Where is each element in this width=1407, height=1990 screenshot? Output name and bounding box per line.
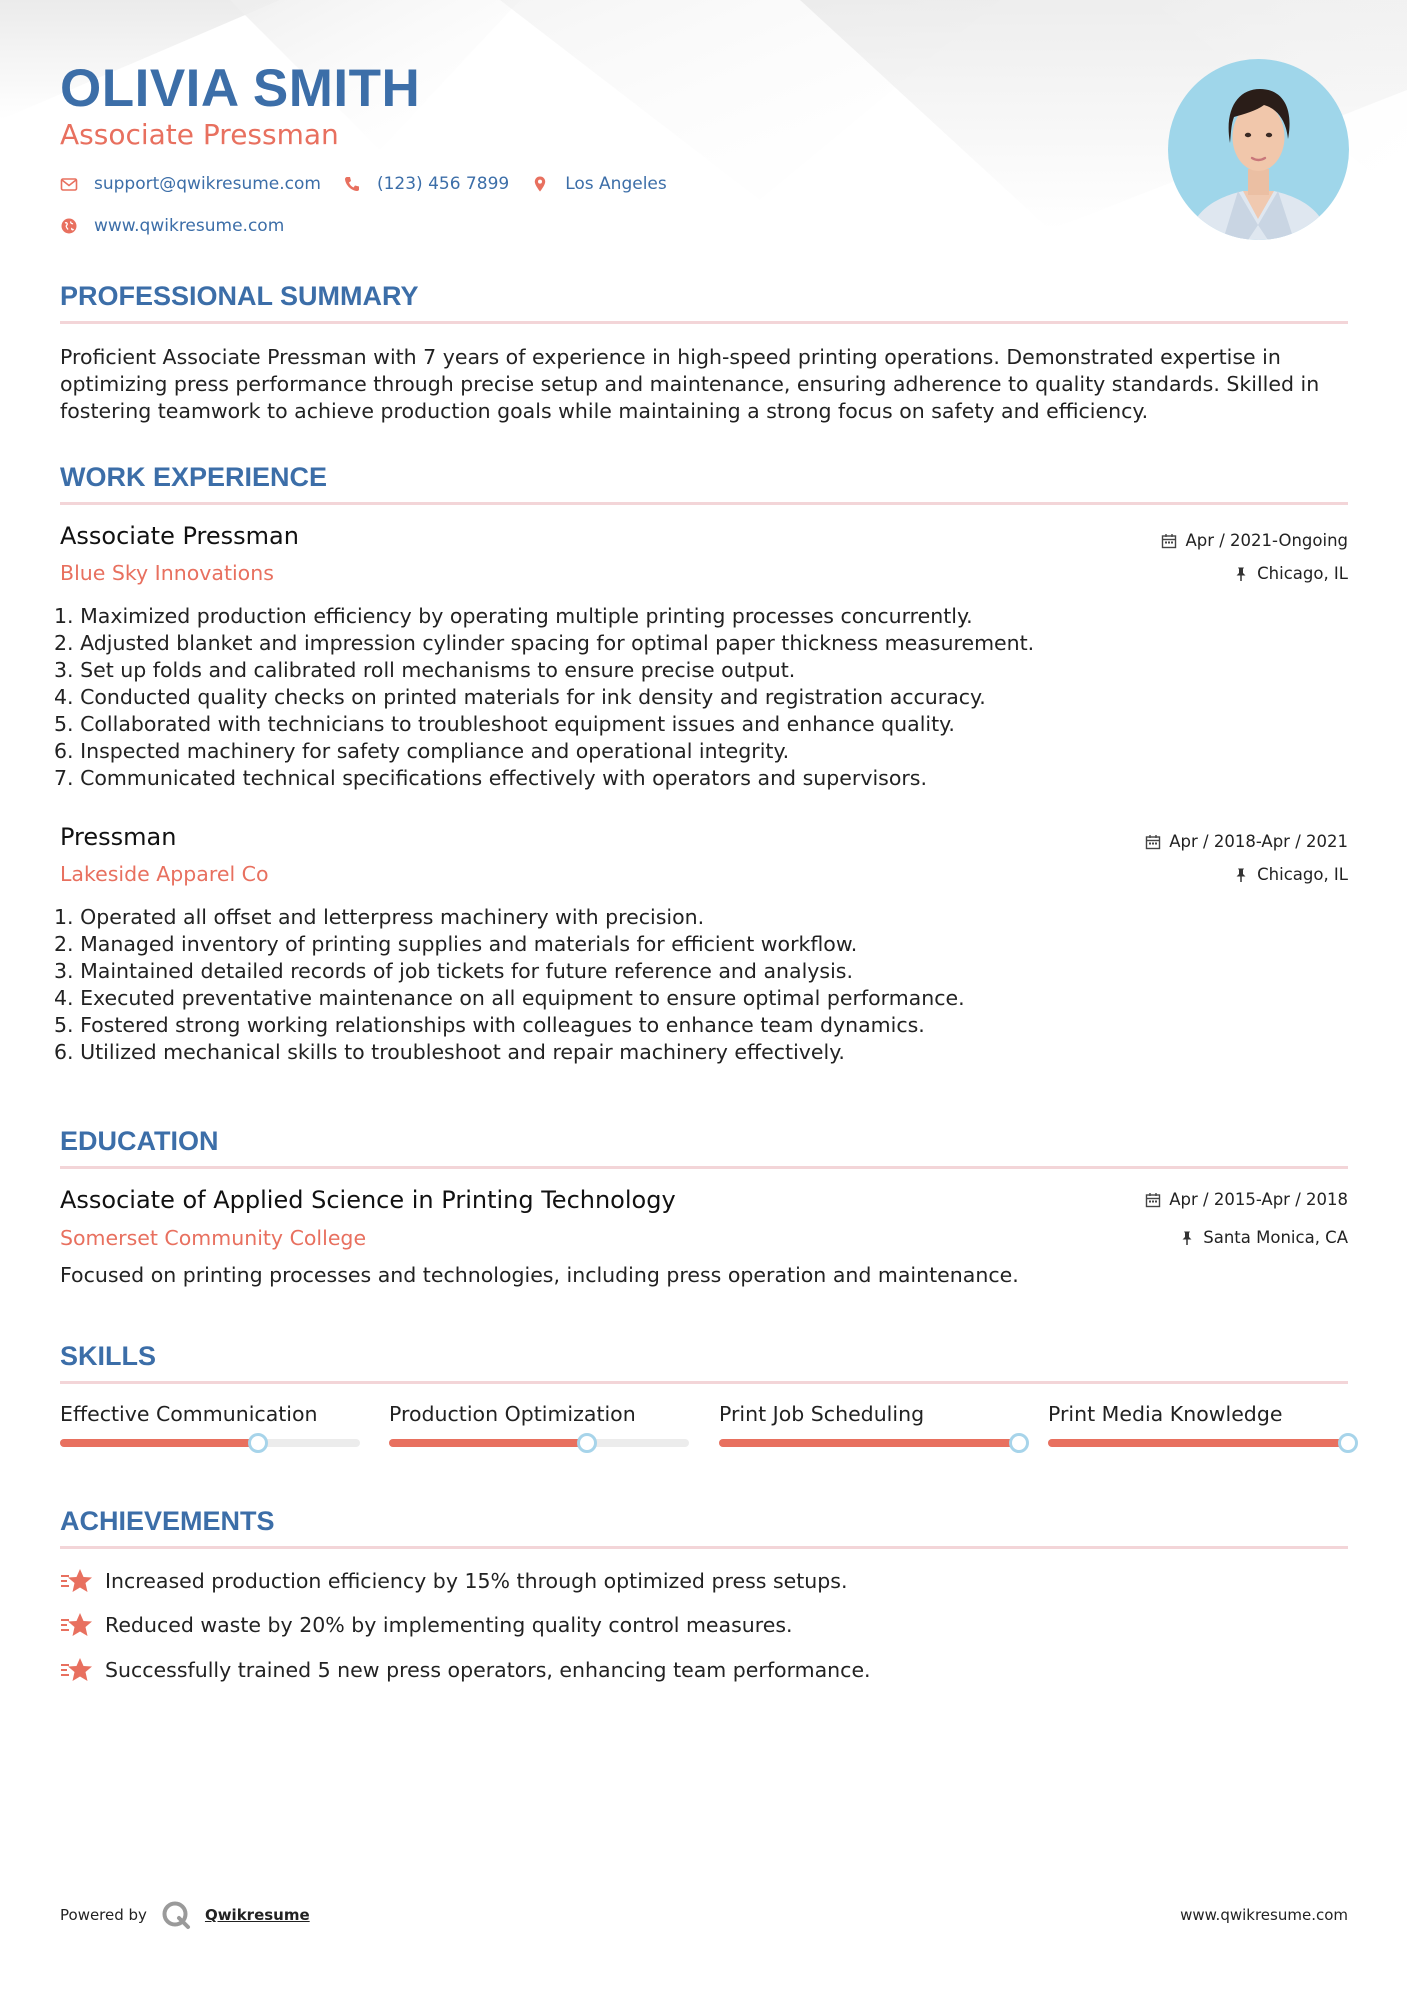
job-location-text: Chicago, IL (1257, 865, 1348, 884)
skill-bar-fill (389, 1439, 587, 1447)
phone-text: (123) 456 7899 (376, 174, 510, 194)
education-dates-text: Apr / 2015-Apr / 2018 (1169, 1190, 1348, 1209)
job-title: Associate Pressman (60, 522, 299, 550)
candidate-role: Associate Pressman (60, 118, 339, 151)
achievement-text: Successfully trained 5 new press operators, enhancing team performance. (105, 1658, 871, 1682)
section-title-education: EDUCATION (60, 1126, 219, 1156)
skill-bar-fill (719, 1439, 1019, 1447)
powered-by-label: Powered by (60, 1906, 147, 1924)
achievement-item (60, 1612, 793, 1638)
achievement-text: Reduced waste by 20% by implementing quality control measures. (105, 1613, 793, 1637)
calendar-icon (1145, 834, 1161, 850)
calendar-icon (1161, 533, 1177, 549)
job-company: Lakeside Apparel Co (60, 862, 269, 886)
calendar-icon (1145, 1192, 1161, 1208)
globe-icon (60, 217, 78, 235)
star-icon (60, 1568, 94, 1594)
list-item: 5. Fostered strong working relationships with colleagues to enhance team dynamics. (54, 1013, 925, 1037)
skill-bar (1048, 1439, 1348, 1447)
job-bullets (54, 603, 1254, 792)
job-location (1233, 564, 1348, 583)
location-text: Los Angeles (565, 174, 667, 194)
qwikresume-link[interactable]: Qwikresume (204, 1906, 310, 1924)
skill-item (60, 1402, 360, 1426)
list-item: 2. Managed inventory of printing supplies and materials for efficient workflow. (54, 932, 858, 956)
star-icon (60, 1612, 94, 1638)
skill-bar (719, 1439, 1019, 1447)
achievement-item (60, 1657, 871, 1683)
contact-row (60, 174, 689, 194)
skill-level-knob (248, 1433, 268, 1453)
achievement-item (60, 1568, 847, 1594)
list-item: 4. Executed preventative maintenance on all equipment to ensure optimal performance. (54, 986, 965, 1010)
pin-icon (1233, 867, 1249, 883)
skill-name: Effective Communication (60, 1402, 318, 1426)
skill-level-knob (577, 1433, 597, 1453)
education-location-text: Santa Monica, CA (1203, 1228, 1348, 1247)
list-item: 4. Conducted quality checks on printed materials for ink density and registration accuracy. (54, 685, 986, 709)
achievement-text: Increased production efficiency by 15% through optimized press setups. (105, 1569, 848, 1593)
section-divider (60, 321, 1348, 324)
section-title-achievements: ACHIEVEMENTS (60, 1506, 275, 1536)
contact-phone[interactable] (343, 174, 509, 194)
contact-row-website (60, 216, 306, 236)
section-divider (60, 1546, 1348, 1549)
skill-level-knob (1009, 1433, 1029, 1453)
skill-bar (389, 1439, 689, 1447)
list-item: 7. Communicated technical specifications effectively with operators and supervisors. (54, 766, 927, 790)
section-divider (60, 1381, 1348, 1384)
skill-level-knob (1338, 1433, 1358, 1453)
phone-icon (343, 175, 361, 193)
footer-website[interactable]: www.qwikresume.com (1180, 1906, 1348, 1924)
section-title-summary: PROFESSIONAL SUMMARY (60, 281, 419, 311)
education-location (1179, 1228, 1348, 1247)
skill-name: Print Job Scheduling (719, 1402, 925, 1426)
contact-location (531, 174, 667, 194)
candidate-name: OLIVIA SMITH (60, 59, 421, 118)
list-item: 6. Inspected machinery for safety compliance and operational integrity. (54, 739, 790, 763)
job-location-text: Chicago, IL (1257, 564, 1348, 583)
profile-photo (1168, 59, 1349, 240)
skill-bar (60, 1439, 360, 1447)
envelope-icon (60, 175, 78, 193)
list-item: 5. Collaborated with technicians to troubleshoot equipment issues and enhance quality. (54, 712, 955, 736)
skill-name: Production Optimization (389, 1402, 636, 1426)
section-title-skills: SKILLS (60, 1341, 157, 1371)
contact-email[interactable] (60, 174, 321, 194)
job-dates (1145, 832, 1348, 851)
education-description: Focused on printing processes and technologies, including press operation and maintenance. (60, 1263, 1019, 1287)
job-bullets (54, 904, 1254, 1066)
job-company: Blue Sky Innovations (60, 561, 274, 585)
job-dates-text: Apr / 2021-Ongoing (1185, 531, 1348, 550)
skill-item (719, 1402, 1019, 1426)
section-divider (60, 1166, 1348, 1169)
map-marker-icon (531, 175, 549, 193)
skill-bar-fill (1048, 1439, 1348, 1447)
summary-text: Proficient Associate Pressman with 7 years of experience in high-speed printing operations. Demonstrated expertise in optimizing press performance through precise setup and maintenance, ensuring adherence to quality standards. Skilled in fostering teamwork to achieve production goals while maintaining a strong focus on safety and efficiency. (60, 345, 1320, 423)
contact-website[interactable] (60, 216, 284, 236)
job-location (1233, 865, 1348, 884)
list-item: 2. Adjusted blanket and impression cylinder spacing for optimal paper thickness measurement. (54, 631, 1035, 655)
section-divider (60, 502, 1348, 505)
skill-name: Print Media Knowledge (1048, 1402, 1283, 1426)
star-icon (60, 1657, 94, 1683)
education-school: Somerset Community College (60, 1226, 367, 1250)
list-item: 6. Utilized mechanical skills to troubleshoot and repair machinery effectively. (54, 1040, 845, 1064)
pin-icon (1233, 566, 1249, 582)
footer-powered-by (60, 1900, 310, 1930)
job-dates (1161, 531, 1348, 550)
job-dates-text: Apr / 2018-Apr / 2021 (1169, 832, 1348, 851)
email-text: support@qwikresume.com (94, 174, 321, 194)
job-title: Pressman (60, 823, 177, 851)
section-title-experience: WORK EXPERIENCE (60, 462, 328, 492)
skill-item (389, 1402, 689, 1426)
list-item: 3. Maintained detailed records of job tickets for future reference and analysis. (54, 959, 853, 983)
website-text: www.qwikresume.com (94, 216, 285, 236)
education-dates (1145, 1190, 1348, 1209)
list-item: 1. Operated all offset and letterpress machinery with precision. (54, 905, 705, 929)
pin-icon (1179, 1230, 1195, 1246)
qwikresume-logo-icon (161, 1900, 191, 1930)
skill-item (1048, 1402, 1348, 1426)
list-item: 3. Set up folds and calibrated roll mechanisms to ensure precise output. (54, 658, 796, 682)
education-degree: Associate of Applied Science in Printing Technology (60, 1186, 676, 1214)
list-item: 1. Maximized production efficiency by operating multiple printing processes concurrently. (54, 604, 973, 628)
skill-bar-fill (60, 1439, 258, 1447)
